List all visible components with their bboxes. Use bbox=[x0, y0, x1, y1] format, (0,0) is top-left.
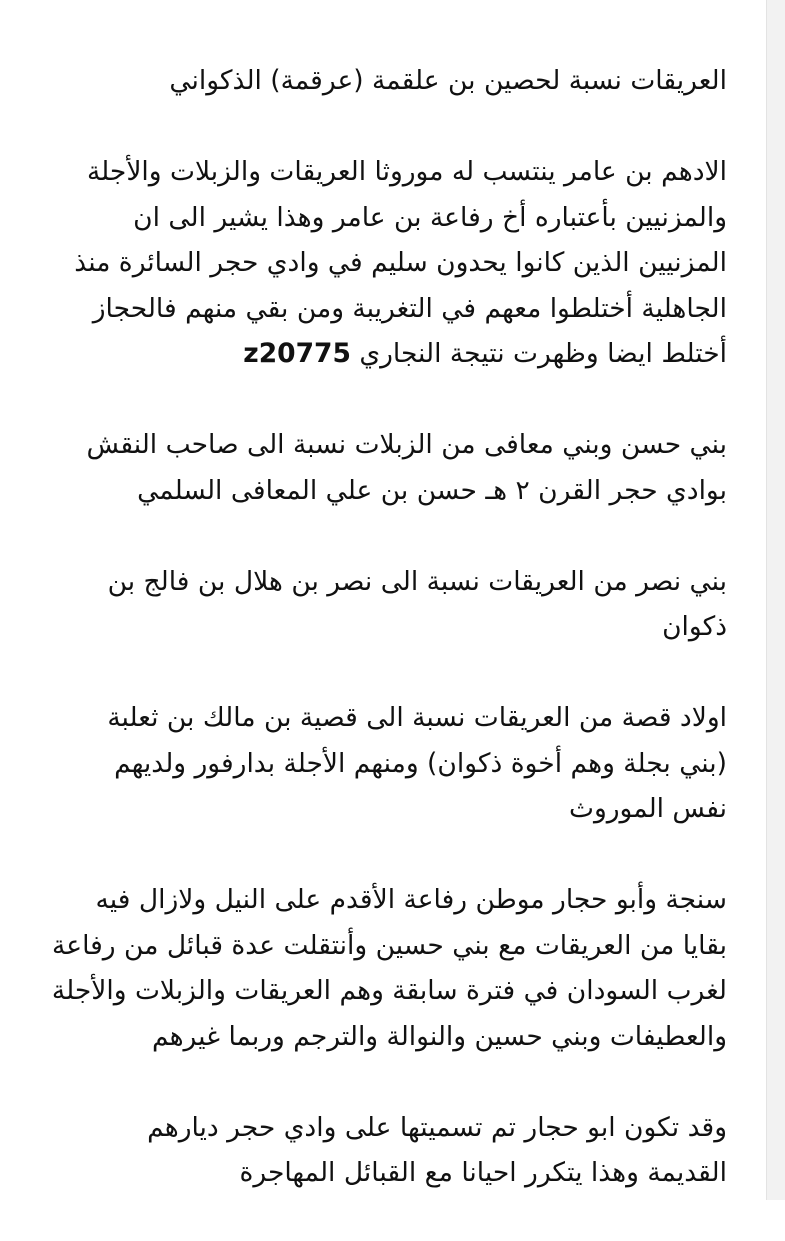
text-line: القديمة وهذا يتكرر احيانا مع القبائل المهاجرة bbox=[239, 1157, 727, 1188]
text-line: بوادي حجر القرن ٢ هـ حسن بن علي المعافى السلمي bbox=[137, 474, 727, 506]
note-body bbox=[27, 58, 727, 1241]
paragraph-5 bbox=[27, 695, 727, 832]
paragraph-1 bbox=[27, 58, 727, 104]
text-line: بني حسن وبني معافى من الزبلات نسبة الى صاحب النقش bbox=[86, 429, 727, 460]
text-line: نفس الموروث bbox=[569, 793, 727, 824]
paragraph-7 bbox=[27, 1105, 727, 1196]
text-line: العريقات نسبة لحصين بن علقمة (عرقمة) الذكواني bbox=[169, 65, 727, 96]
paragraph-3 bbox=[27, 422, 727, 513]
text-line: اولاد قصة من العريقات نسبة الى قصية بن مالك بن ثعلبة bbox=[107, 702, 727, 733]
text-line: الجاهلية أختلطوا معهم في التغريبة ومن بقي منهم فالحجاز bbox=[92, 292, 727, 324]
text-line: بقايا من العريقات مع بني حسين وأنتقلت عدة قبائل من رفاعة bbox=[52, 929, 727, 961]
paragraph-2 bbox=[27, 149, 727, 377]
text-line: لغرب السودان في فترة سابقة وهم العريقات والزبلات والأجلة bbox=[51, 975, 727, 1006]
paragraph-6 bbox=[27, 877, 727, 1059]
text-line: ذكوان bbox=[662, 611, 727, 642]
text-line: والمزنيين بأعتباره أخ رفاعة بن عامر وهذا يشير الى ان bbox=[133, 201, 727, 233]
text-line: بني نصر من العريقات نسبة الى نصر بن هلال بن فالج بن bbox=[107, 565, 727, 597]
text-line: وقد تكون ابو حجار تم تسميتها على وادي حجر ديارهم bbox=[147, 1111, 727, 1143]
text-line: الادهم بن عامر ينتسب له موروثا العريقات والزبلات والأجلة bbox=[86, 156, 727, 187]
scrollbar-track[interactable] bbox=[766, 0, 785, 1200]
text-line-part: أختلط ايضا وظهرت نتيجة النجاري bbox=[359, 338, 727, 369]
text-line-with-code bbox=[27, 331, 727, 377]
text-line: (بني بجلة وهم أخوة ذكوان) ومنهم الأجلة بدارفور ولديهم bbox=[114, 747, 727, 779]
text-line: المزنيين الذين كانوا يحدون سليم في وادي حجر السائرة منذ bbox=[74, 247, 727, 278]
paragraph-4 bbox=[27, 559, 727, 650]
text-line: سنجة وأبو حجار موطن رفاعة الأقدم على النيل ولازال فيه bbox=[95, 884, 727, 915]
text-line: والعطيفات وبني حسين والنوالة والترجم وربما غيرهم bbox=[151, 1020, 727, 1052]
reference-code: z20775 bbox=[243, 338, 351, 369]
